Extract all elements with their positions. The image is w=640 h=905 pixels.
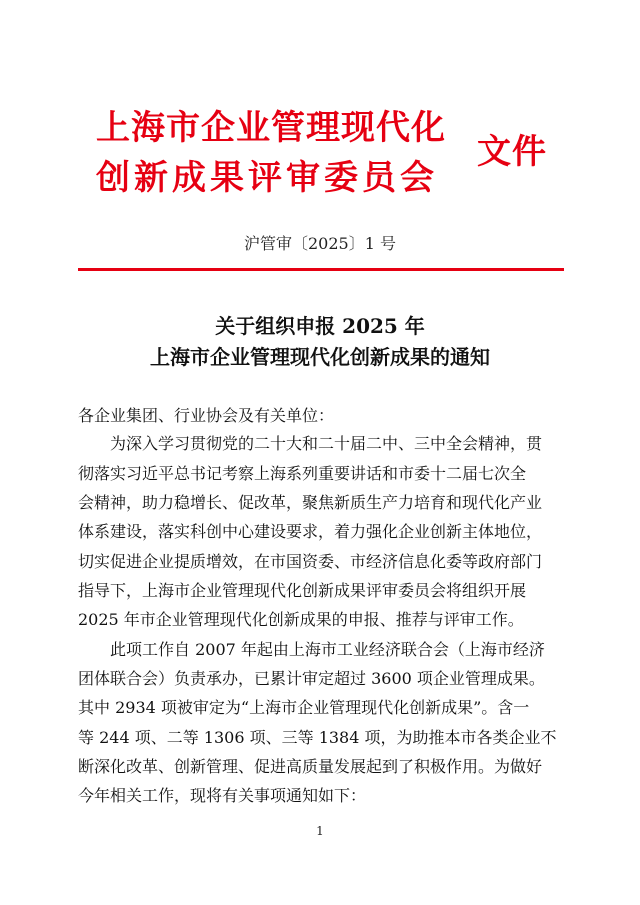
issuing-organization-line-1: 上海市企业管理现代化 xyxy=(96,108,446,148)
page-number: 1 xyxy=(316,824,324,838)
paragraph-2-line: 团体联合会）负责承办，已累计审定超过 3600 项企业管理成果。 xyxy=(78,669,545,688)
notice-title-line-2: 上海市企业管理现代化创新成果的通知 xyxy=(150,345,490,369)
paragraph-1-line: 会精神，助力稳增长、促改革，聚焦新质生产力培育和现代化产业 xyxy=(78,493,543,512)
salutation: 各企业集团、行业协会及有关单位： xyxy=(78,406,335,425)
paragraph-1-line: 指导下，上海市企业管理现代化创新成果评审委员会将组织开展 xyxy=(78,581,527,600)
paragraph-2-line: 其中 2934 项被审定为“上海市企业管理现代化创新成果”。含一 xyxy=(78,698,530,717)
paragraph-2-line: 今年相关工作，现将有关事项通知如下： xyxy=(78,786,367,805)
paragraph-2-line: 等 244 项、二等 1306 项、三等 1384 项，为助推本市各类企业不 xyxy=(78,728,557,747)
notice-title-line-1: 关于组织申报 2025 年 xyxy=(215,314,425,338)
paragraph-1-line: 为深入学习贯彻党的二十大和二十届二中、三中全会精神，贯 xyxy=(110,434,543,453)
document-header xyxy=(96,108,566,218)
paragraph-1-line: 2025 年市企业管理现代化创新成果的申报、推荐与评审工作。 xyxy=(78,610,524,629)
paragraph-2-line: 此项工作自 2007 年起由上海市工业经济联合会（上海市经济 xyxy=(110,640,545,659)
issuing-organization-line-2: 创新成果评审委员会 xyxy=(96,158,438,198)
red-divider-line xyxy=(78,268,564,271)
paragraph-1-line: 体系建设，落实科创中心建设要求，着力强化企业创新主体地位， xyxy=(78,522,543,541)
document-type-label: 文件 xyxy=(477,132,547,172)
paragraph-1-line: 彻落实习近平总书记考察上海系列重要讲话和市委十二届七次全 xyxy=(78,464,527,483)
paragraph-2-line: 断深化改革、创新管理、促进高质量发展起到了积极作用。为做好 xyxy=(78,757,543,776)
paragraph-1-line: 切实促进企业提质增效，在市国资委、市经济信息化委等政府部门 xyxy=(78,552,543,571)
document-number: 沪管审〔2025〕1 号 xyxy=(244,234,396,253)
